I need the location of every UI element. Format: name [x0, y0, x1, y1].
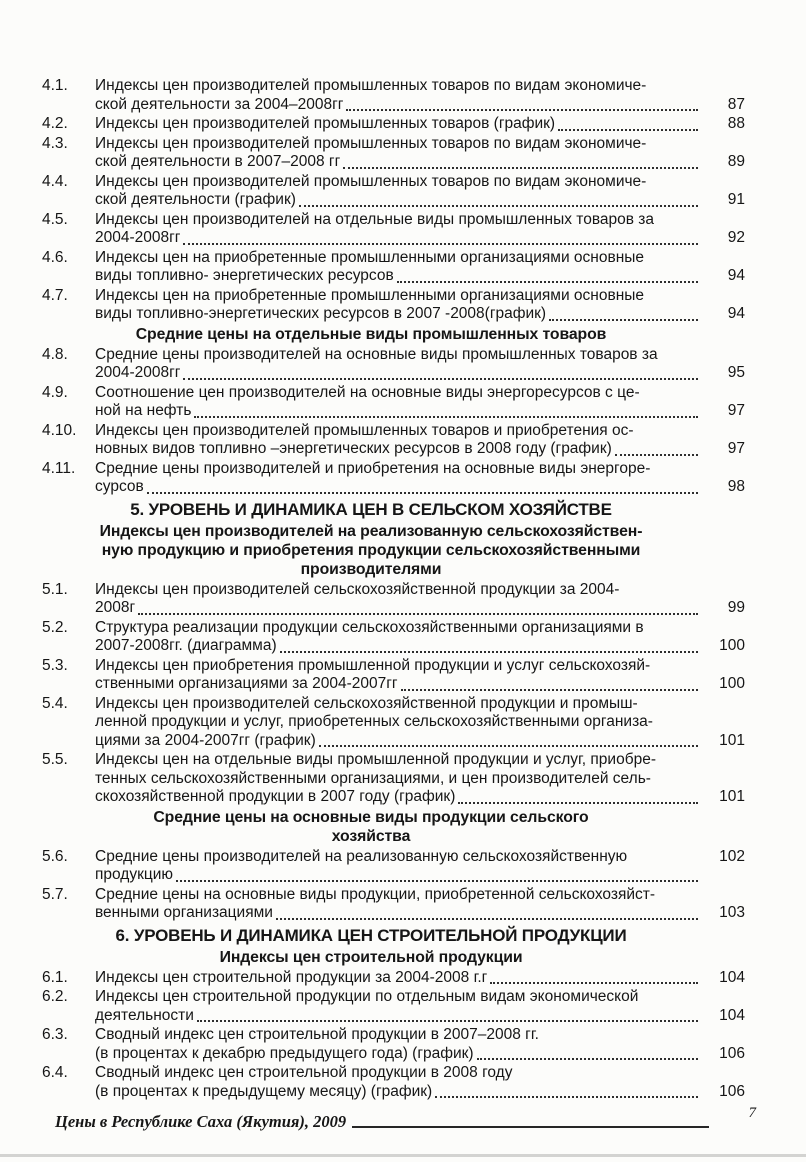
entry-text-line [95, 135, 700, 154]
footer-rule [352, 1125, 708, 1128]
entry-text: Индексы цен производителей промышленных товаров (график) [95, 115, 556, 132]
entry-body [95, 115, 700, 134]
entry-text-line [95, 581, 700, 600]
entry-body [95, 886, 700, 923]
entry-body [95, 969, 700, 988]
entry-page-number: 97 [727, 440, 745, 457]
entry-page-number: 106 [719, 1044, 745, 1062]
dot-leader [176, 880, 698, 882]
sub-heading [42, 522, 700, 579]
dot-leader [615, 454, 698, 456]
entry-number: 6.3. [42, 1026, 68, 1043]
entry-text: тенных сельскохозяйственными организациями, и цен производителей сель- [95, 769, 651, 787]
entry-page-number: 91 [727, 191, 745, 208]
entry-text-line [95, 695, 700, 714]
dot-leader [435, 1096, 698, 1098]
sub-heading-line: хозяйства [331, 827, 411, 845]
entry-text-line [95, 1007, 700, 1026]
entry-text-line [95, 191, 700, 210]
entry-text: Индексы цен на отдельные виды промышленной продукции и услуг, приобре- [95, 751, 656, 768]
page-footer [55, 1105, 764, 1132]
entry-text: Индексы цен производителей промышленных товаров по видам экономиче- [95, 172, 647, 190]
entry-text: ской деятельности в 2007–2008 гг [95, 153, 341, 170]
entry-text: ной на нефть [95, 402, 192, 419]
dot-leader [401, 689, 698, 691]
toc-entry [42, 77, 748, 114]
entry-text-line [95, 886, 700, 905]
entry-number: 4.4. [42, 172, 68, 190]
toc-entry [42, 422, 748, 459]
entry-text: 2004-2008гг [95, 229, 181, 246]
entry-text: 2008г [95, 599, 136, 616]
entry-text: скохозяйственной продукции в 2007 году (график) [95, 788, 456, 805]
entry-text: Индексы цен приобретения промышленной продукции и услуг сельскохозяй- [95, 656, 651, 674]
dot-leader [477, 1058, 698, 1060]
entry-body [95, 581, 700, 618]
entry-text-line [95, 229, 700, 248]
entry-text-line [95, 153, 700, 172]
entry-text: Индексы цен производителей промышленных товаров по видам экономиче- [95, 77, 647, 94]
entry-text-line [95, 619, 700, 638]
toc-entry [42, 1026, 748, 1063]
entry-text-line [95, 115, 700, 134]
dot-leader [147, 492, 698, 494]
entry-page-number: 95 [727, 364, 745, 381]
entry-text-line [95, 1064, 700, 1083]
entry-text: Индексы цен на приобретенные промышленными организациями основные [95, 286, 645, 304]
toc-entry [42, 657, 748, 694]
entry-number: 5.2. [42, 618, 68, 636]
entry-page-number: 106 [719, 1082, 745, 1100]
entry-text-line [95, 422, 700, 441]
dot-leader [549, 319, 698, 321]
entry-text-line [95, 249, 700, 268]
entry-number: 5.5. [42, 751, 68, 768]
toc-entry [42, 848, 748, 885]
dot-leader [299, 205, 698, 207]
dot-leader [276, 918, 698, 920]
entry-number: 5.1. [42, 580, 68, 598]
entry-text: ленной продукции и услуг, приобретенных сельскохозяйственными организа- [95, 713, 653, 730]
footer-title: Цены в Республике Саха (Якутия), 2009 [55, 1112, 347, 1131]
entry-text: венными организациями [95, 904, 273, 921]
toc-entry [42, 173, 748, 210]
dot-leader [490, 982, 698, 984]
entry-body [95, 619, 700, 656]
entry-page-number: 87 [727, 95, 745, 113]
toc-entry [42, 287, 748, 324]
entry-text-line [95, 211, 700, 230]
entry-number: 4.7. [42, 286, 68, 304]
entry-page-number: 100 [719, 637, 745, 654]
entry-page-number: 99 [727, 599, 745, 616]
toc-entry [42, 581, 748, 618]
dot-leader [343, 167, 698, 169]
footer-page-number: 7 [748, 1105, 756, 1121]
entry-text: ской деятельности за 2004–2008гг [95, 95, 344, 113]
dot-leader [397, 281, 698, 283]
entry-page-number: 97 [727, 402, 745, 419]
entry-number: 4.11. [42, 459, 76, 477]
entry-body [95, 211, 700, 248]
entry-page-number: 100 [719, 675, 745, 692]
entry-text-line [95, 657, 700, 676]
dot-leader [346, 109, 698, 111]
toc-entry [42, 346, 748, 383]
entry-body [95, 695, 700, 751]
sub-heading-line: ную продукцию и приобретения продукции сельскохозяйственными [101, 541, 641, 559]
entry-body [95, 657, 700, 694]
entry-text-line [95, 305, 700, 324]
entry-text-line [95, 346, 700, 365]
toc-entry [42, 619, 748, 656]
entry-text: циями за 2004-2007гг (график) [95, 731, 316, 749]
entry-text-line [95, 173, 700, 192]
toc-entry [42, 135, 748, 172]
dot-leader [183, 378, 698, 380]
entry-number: 4.8. [42, 345, 68, 363]
toc-entry [42, 988, 748, 1025]
entry-number: 4.2. [42, 115, 68, 132]
entry-text-line [95, 988, 700, 1007]
entry-text-line [95, 713, 700, 732]
sub-heading [42, 948, 700, 967]
entry-text-line [95, 460, 700, 479]
toc-entry [42, 751, 748, 807]
entry-page-number: 94 [727, 305, 745, 322]
entry-body [95, 1064, 700, 1101]
entry-text: Индексы цен производителей промышленных товаров и приобретения ос- [95, 421, 634, 439]
entry-body [95, 384, 700, 421]
entry-text: виды топливно-энергетических ресурсов в 2007 -2008(график) [95, 305, 547, 322]
entry-text: новных видов топливно –энергетических ресурсов в 2008 году (график) [95, 440, 612, 457]
entry-text-line [95, 770, 700, 789]
entry-text: 2007-2008гг. (диаграмма) [95, 637, 277, 654]
entry-text: деятельности [95, 1006, 194, 1024]
entry-body [95, 988, 700, 1025]
dot-leader [558, 129, 698, 131]
entry-number: 5.4. [42, 694, 68, 712]
sub-heading-line: Индексы цен строительной продукции [219, 948, 523, 966]
entry-body [95, 422, 700, 459]
entry-page-number: 104 [719, 1006, 745, 1024]
entry-number: 4.3. [42, 134, 68, 152]
entry-number: 5.6. [42, 847, 68, 865]
toc-entry [42, 460, 748, 497]
entry-text-line [95, 788, 700, 807]
entry-text-line [95, 904, 700, 923]
toc-entry [42, 115, 748, 134]
entry-text: Индексы цен на приобретенные промышленными организациями основные [95, 248, 645, 266]
entry-text-line [95, 969, 700, 988]
toc-entry [42, 249, 748, 286]
dot-leader [458, 802, 698, 804]
entry-body [95, 173, 700, 210]
sub-heading-line: Средние цены на основные виды продукции сельского [153, 808, 589, 826]
entry-text-line [95, 751, 700, 770]
entry-body [95, 751, 700, 807]
entry-text: продукцию [95, 866, 174, 883]
entry-text-line [95, 637, 700, 656]
toc-entry [42, 384, 748, 421]
entry-page-number: 92 [727, 229, 745, 246]
entry-body [95, 460, 700, 497]
entry-text: Сводный индекс цен строительной продукции в 2007–2008 гг. [95, 1026, 539, 1043]
entry-page-number: 94 [727, 267, 745, 284]
dot-leader [138, 613, 698, 615]
toc-entry [42, 1064, 748, 1101]
section-heading: 5. УРОВЕНЬ И ДИНАМИКА ЦЕН В СЕЛЬСКОМ ХОЗЯЙСТВЕ [130, 499, 612, 519]
dot-leader [280, 651, 698, 653]
entry-number: 4.5. [42, 210, 68, 228]
entry-text: Индексы цен производителей сельскохозяйственной продукции за 2004- [95, 580, 620, 598]
entry-text-line [95, 402, 700, 421]
dot-leader [197, 1020, 698, 1022]
entry-number: 4.10. [42, 421, 77, 439]
entry-body [95, 249, 700, 286]
entry-text: Сводный индекс цен строительной продукции в 2008 году [95, 1064, 513, 1081]
sub-heading-line: Средние цены на отдельные виды промышленных товаров [135, 325, 607, 343]
entry-text: Средние цены производителей на основные виды промышленных товаров за [95, 345, 658, 363]
entry-number: 4.1. [42, 77, 68, 94]
entry-page-number: 101 [719, 731, 745, 749]
entry-page-number: 102 [719, 847, 745, 865]
entry-text: Индексы цен производителей сельскохозяйственной продукции и промыш- [95, 694, 638, 712]
sub-heading [42, 325, 700, 344]
sub-heading-line: производителями [300, 560, 442, 578]
entry-text: Средние цены производителей на реализованную сельскохозяйственную [95, 847, 628, 865]
toc-entry [42, 695, 748, 751]
entry-text: Структура реализации продукции сельскохозяйственными организациями в [95, 618, 644, 636]
dot-leader [194, 416, 698, 418]
entry-text-line [95, 848, 700, 867]
entry-text: ской деятельности (график) [95, 191, 296, 208]
entry-text: (в процентах к предыдущему месяцу) (график) [95, 1082, 433, 1100]
entry-body [95, 848, 700, 885]
entry-text: Индексы цен строительной продукции по отдельным видам экономической [95, 988, 639, 1005]
dot-leader [183, 243, 698, 245]
entry-number: 5.7. [42, 885, 68, 903]
entry-text-line [95, 96, 700, 115]
entry-text-line [95, 77, 700, 96]
entry-number: 6.4. [42, 1064, 68, 1081]
entry-text-line [95, 1026, 700, 1045]
entry-text-line [95, 384, 700, 403]
entry-text: Соотношение цен производителей на основные виды энергоресурсов с це- [95, 383, 640, 401]
toc-entry [42, 886, 748, 923]
entry-number: 5.3. [42, 656, 68, 674]
entry-body [95, 77, 700, 114]
entry-text: Индексы цен производителей на отдельные виды промышленных товаров за [95, 210, 655, 228]
entry-body [95, 135, 700, 172]
entry-page-number: 101 [719, 788, 745, 805]
entry-number: 6.1. [42, 968, 68, 986]
dot-leader [319, 745, 698, 747]
entry-page-number: 104 [719, 968, 745, 986]
toc [42, 77, 748, 1102]
entry-page-number: 98 [727, 478, 745, 495]
entry-text-line [95, 599, 700, 618]
entry-text-line [95, 440, 700, 459]
entry-text-line [95, 267, 700, 286]
entry-body [95, 287, 700, 324]
toc-entry [42, 211, 748, 248]
entry-page-number: 89 [727, 153, 745, 170]
entry-text-line [95, 364, 700, 383]
entry-text: сурсов [95, 478, 144, 495]
entry-number: 4.6. [42, 248, 68, 266]
entry-text: Индексы цен строительной продукции за 2004-2008 г.г [95, 968, 488, 986]
entry-page-number: 103 [719, 904, 745, 921]
entry-body [95, 1026, 700, 1063]
entry-text-line [95, 866, 700, 885]
sub-heading-line: Индексы цен производителей на реализованную сельскохозяйствен- [99, 522, 643, 540]
entry-text: Средние цены производителей и приобретения на основные виды энергоре- [95, 459, 651, 477]
scan-edge-artifact [0, 1154, 806, 1157]
section-heading: 6. УРОВЕНЬ И ДИНАМИКА ЦЕН СТРОИТЕЛЬНОЙ ПРОДУКЦИИ [115, 925, 627, 945]
sub-heading [42, 808, 700, 846]
entry-page-number: 88 [727, 115, 745, 132]
entry-text-line [95, 675, 700, 694]
entry-text-line [95, 1083, 700, 1102]
entry-text: Индексы цен производителей промышленных товаров по видам экономиче- [95, 134, 647, 152]
entry-text: виды топливно- энергетических ресурсов [95, 267, 394, 284]
entry-text-line [95, 287, 700, 306]
entry-text: Средние цены на основные виды продукции, приобретенной сельскохозяйст- [95, 885, 656, 903]
entry-text-line [95, 732, 700, 751]
entry-text: 2004-2008гг [95, 364, 181, 381]
entry-body [95, 346, 700, 383]
entry-text-line [95, 1045, 700, 1064]
entry-number: 4.9. [42, 383, 68, 401]
toc-entry [42, 969, 748, 988]
entry-text-line [95, 478, 700, 497]
entry-number: 6.2. [42, 988, 68, 1005]
entry-text: (в процентах к декабрю предыдущего года) (график) [95, 1044, 474, 1062]
entry-text: ственными организациями за 2004-2007гг [95, 675, 398, 692]
